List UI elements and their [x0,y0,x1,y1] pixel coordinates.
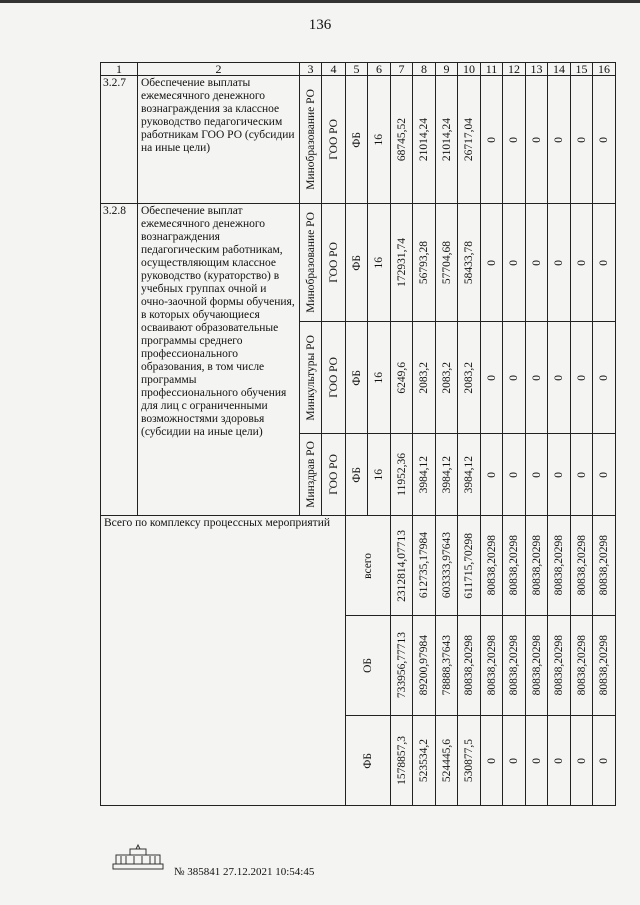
col-header: 11 [481,63,503,76]
value-cell: 172931,74 [395,238,408,287]
col-header: 7 [391,63,413,76]
value-cell: 0 [553,259,565,266]
value-cell: 80838,20298 [485,535,498,596]
value-cell: 0 [553,136,565,143]
value-cell: 0 [530,471,543,478]
table-row [101,204,616,322]
value-cell: 0 [575,259,588,266]
col-header: 13 [526,63,548,76]
col-header: 9 [436,63,458,76]
value-cell: 0 [575,757,588,764]
value-cell: 0 [485,259,498,266]
value-cell: 80838,20298 [553,535,565,596]
value-cell: 0 [598,471,610,478]
value-cell: 80838,20298 [485,635,498,696]
col-header: 1 [101,63,138,76]
value-cell: 80838,20298 [508,635,520,696]
page-number: 136 [308,17,332,33]
code-cell: 16 [373,133,385,146]
value-cell: 0 [508,259,520,266]
totals-type: всего [362,552,374,579]
value-cell: 0 [485,136,498,143]
col-header: 8 [413,63,436,76]
value-cell: 3984,12 [440,455,453,494]
value-cell: 733956,77713 [395,632,408,699]
value-cell: 0 [553,757,565,764]
ministry-cell: Минкультуры РО [304,334,317,421]
value-cell: 523534,2 [418,738,430,783]
value-cell: 6249,6 [395,361,408,394]
value-cell: 0 [598,259,610,266]
org-cell: ГОО РО [327,242,340,283]
col-header: 3 [300,63,322,76]
value-cell: 603333,97643 [440,532,453,599]
col-header: 4 [322,63,346,76]
totals-type: ФБ [362,752,374,769]
col-header: 16 [593,63,616,76]
value-cell: 0 [530,757,543,764]
value-cell: 0 [530,259,543,266]
value-cell: 530877,5 [463,738,475,783]
value-cell: 21014,24 [418,117,430,162]
col-header: 2 [138,63,300,76]
value-cell: 3984,12 [463,455,475,494]
source-cell: ФБ [350,254,363,271]
value-cell: 2083,2 [463,361,475,394]
value-cell: 0 [575,374,588,381]
totals-type: ОБ [362,658,374,673]
value-cell: 611715,70298 [463,532,475,599]
value-cell: 0 [530,374,543,381]
source-cell: ФБ [350,131,363,148]
code-cell: 16 [373,256,385,269]
value-cell: 56793,28 [418,240,430,285]
value-cell: 0 [485,471,498,478]
value-cell: 80838,20298 [530,635,543,696]
value-cell: 11952,36 [395,453,408,496]
value-cell: 2312814,07713 [395,529,408,602]
value-cell: 80838,20298 [553,635,565,696]
value-cell: 80838,20298 [508,535,520,596]
value-cell: 2083,2 [440,361,453,394]
value-cell: 80838,20298 [575,535,588,596]
value-cell: 68745,52 [395,117,408,162]
value-cell: 0 [575,471,588,478]
row-id: 3.2.8 [101,204,138,516]
col-header: 5 [346,63,368,76]
value-cell: 89200,97984 [418,635,430,696]
header-row [101,63,616,76]
value-cell: 0 [598,374,610,381]
value-cell: 0 [508,136,520,143]
document-registration: № 385841 27.12.2021 10:54:45 [174,866,315,878]
row-id: 3.2.7 [101,76,138,204]
col-header: 6 [368,63,391,76]
value-cell: 2083,2 [418,361,430,394]
value-cell: 0 [553,471,565,478]
value-cell: 524445,6 [440,738,453,783]
source-cell: ФБ [350,466,363,483]
value-cell: 0 [553,374,565,381]
budget-table [100,62,616,806]
value-cell: 0 [598,757,610,764]
org-cell: ГОО РО [327,119,340,160]
row-description: Обеспечение выплат ежемесячного денежного вознаграждения педагогическим работникам, осуществляющим классное руководство (кураторство) в учебных группах очной и очно-заочной формы обучения, в которых обучающиеся осваивают образовательные программы среднего профессионального образования, в том числе программы профессионального обучения для лиц с ограниченными возможностями здоровья (субсидии на иные цели) [138,204,300,516]
value-cell: 80838,20298 [598,535,610,596]
source-cell: ФБ [350,369,363,386]
code-cell: 16 [373,371,385,384]
totals-row [101,516,616,616]
col-header: 14 [548,63,571,76]
org-cell: ГОО РО [327,357,340,398]
value-cell: 612735,17984 [418,532,430,599]
value-cell: 3984,12 [418,455,430,494]
value-cell: 0 [575,136,588,143]
org-cell: ГОО РО [327,454,340,495]
value-cell: 0 [508,374,520,381]
value-cell: 57704,68 [440,240,453,285]
ministry-cell: Минобразование РО [304,212,317,313]
value-cell: 80838,20298 [463,635,475,696]
emblem-stamp-icon [112,843,164,871]
value-cell: 0 [485,757,498,764]
value-cell: 0 [485,374,498,381]
value-cell: 0 [508,471,520,478]
col-header: 15 [571,63,593,76]
scan-top-border [0,0,640,3]
value-cell: 0 [508,757,520,764]
value-cell: 0 [530,136,543,143]
ministry-cell: Минздрав РО [304,441,317,508]
col-header: 12 [503,63,526,76]
value-cell: 80838,20298 [598,635,610,696]
ministry-cell: Минобразование РО [304,89,317,190]
code-cell: 16 [373,468,385,481]
table-row [101,76,616,204]
row-description: Обеспечение выплаты ежемесячного денежного вознаграждения за классное руководство педагогическим работникам ГОО РО (субсидии на иные цели) [138,76,300,204]
value-cell: 26717,04 [463,117,475,162]
value-cell: 1578857,3 [395,736,408,785]
value-cell: 58433,78 [463,240,475,285]
value-cell: 80838,20298 [530,535,543,596]
value-cell: 80838,20298 [575,635,588,696]
value-cell: 21014,24 [440,117,453,162]
value-cell: 0 [598,136,610,143]
totals-label: Всего по комплексу процессных мероприятий [101,516,346,806]
value-cell: 78888,37643 [440,635,453,696]
col-header: 10 [458,63,481,76]
